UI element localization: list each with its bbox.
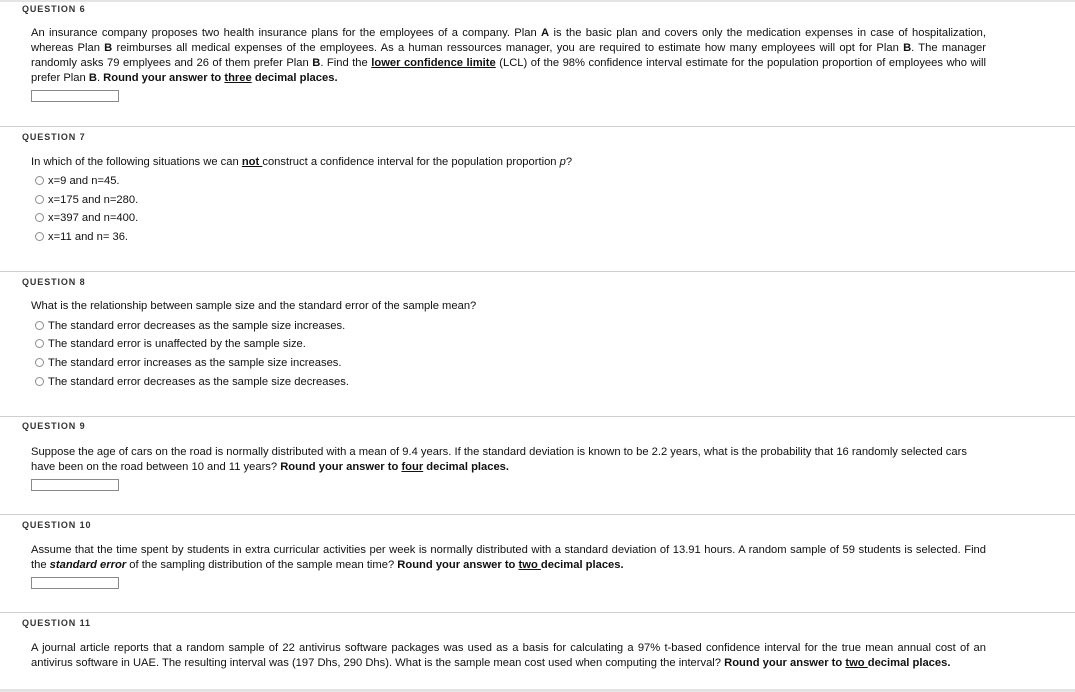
question-8-option-1[interactable]: The standard error decreases as the sample size increases. — [35, 318, 345, 333]
question-7-option-1[interactable]: x=9 and n=45. — [35, 173, 120, 188]
question-7-text: In which of the following situations we can not construct a confidence interval for the population proportion p? — [31, 156, 573, 168]
question-6-answer-input[interactable] — [31, 90, 119, 102]
radio-button[interactable] — [35, 321, 44, 330]
top-divider — [0, 0, 1075, 2]
question-6-heading: QUESTION 6 — [22, 4, 86, 14]
question-9-answer-input[interactable] — [31, 479, 119, 491]
radio-button[interactable] — [35, 358, 44, 367]
radio-button[interactable] — [35, 176, 44, 185]
question-11-text: A journal article reports that a random sample of 22 antivirus software packages was used as a basis for calculating a 97% t-based confidence interval for the true mean annual cost of an antivirus software in UAE. The resulting interval was (197 Dhs, 290 Dhs). What is the sample mean cost used when computing the interval? Round your answer to two decimal places. — [31, 642, 986, 669]
question-8-heading: QUESTION 8 — [22, 277, 86, 287]
radio-button[interactable] — [35, 213, 44, 222]
radio-button[interactable] — [35, 195, 44, 204]
question-divider — [0, 514, 1075, 515]
question-9-text: Suppose the age of cars on the road is normally distributed with a mean of 9.4 years. If the standard deviation is known to be 2.2 years, what is the probability that 16 randomly selected cars have been on the road between 10 and 11 years? Round your answer to four decimal places. — [31, 446, 967, 473]
question-8-option-2[interactable]: The standard error is unaffected by the sample size. — [35, 336, 306, 351]
question-divider — [0, 126, 1075, 127]
question-8-option-3[interactable]: The standard error increases as the sample size increases. — [35, 355, 342, 370]
question-9-heading: QUESTION 9 — [22, 421, 86, 431]
question-11-heading: QUESTION 11 — [22, 618, 91, 628]
question-divider — [0, 612, 1075, 613]
radio-button[interactable] — [35, 232, 44, 241]
question-8-text: What is the relationship between sample size and the standard error of the sample mean? — [31, 300, 477, 312]
radio-button[interactable] — [35, 339, 44, 348]
question-7-option-3[interactable]: x=397 and n=400. — [35, 210, 138, 225]
question-10-answer-input[interactable] — [31, 577, 119, 589]
question-6-text: An insurance company proposes two health insurance plans for the employees of a company. Plan A is the basic plan and covers only the medication expenses in case of hospitalization, whereas Plan B reimburses all medical expenses of the employees. As a human ressources manager, you are required to estimate how many employees will opt for Plan B. The manager randomly asks 79 emplyees and 26 of them prefer Plan B. Find the lower confidence limite (LCL) of the 98% confidence interval estimate for the population proportion of employees who will prefer Plan B. Round your answer to three decimal places. — [31, 27, 987, 84]
question-divider — [0, 416, 1075, 417]
question-7-heading: QUESTION 7 — [22, 132, 86, 142]
question-10-text: Assume that the time spent by students in extra curricular activities per week is normally distributed with a standard deviation of 13.91 hours. A random sample of 59 students is selected. Find the standard error of the sampling distribution of the sample mean time? Round your answer to two decimal places. — [31, 544, 986, 571]
radio-button[interactable] — [35, 377, 44, 386]
question-10-heading: QUESTION 10 — [22, 520, 92, 530]
question-7-option-2[interactable]: x=175 and n=280. — [35, 192, 138, 207]
question-8-option-4[interactable]: The standard error decreases as the sample size decreases. — [35, 374, 349, 389]
question-divider — [0, 271, 1075, 272]
question-7-option-4[interactable]: x=11 and n= 36. — [35, 229, 128, 244]
